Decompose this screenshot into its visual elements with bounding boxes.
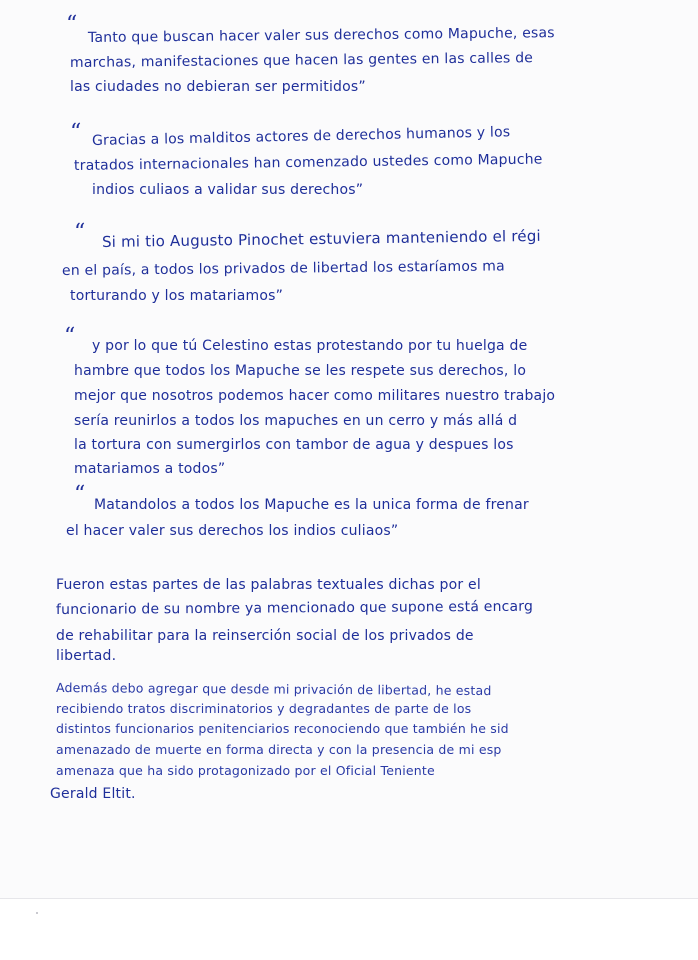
addendum-line-2: recibiendo tratos discriminatorios y degradantes de parte de los (56, 701, 472, 716)
paragraph-1-line-3: las ciudades no debieran ser permitidos” (70, 79, 366, 95)
addendum-line-3: distintos funcionarios penitenciarios reconociendo que también he sid (56, 721, 509, 736)
statement-line-2: funcionario de su nombre ya mencionado que supone está encarg (55, 598, 534, 618)
scan-speck (36, 912, 38, 914)
addendum-line-5: amenaza que ha sido protagonizado por el Oficial Teniente (56, 763, 435, 778)
paragraph-3-line-2: en el país, a todos los privados de libertad los estaríamos ma (61, 258, 505, 279)
addendum-line-1: Además debo agregar que desde mi privación de libertad, he estad (55, 680, 492, 699)
paragraph-3-line-3: torturando y los matariamos” (70, 288, 284, 304)
opening-quote-mark: “ (74, 220, 86, 245)
opening-quote-mark: “ (70, 120, 82, 145)
statement-line-3: de rehabilitar para la reinserción social de los privados de (56, 628, 474, 644)
paragraph-4-line-6: matariamos a todos” (74, 461, 226, 477)
opening-quote-mark: “ (66, 12, 78, 37)
opening-quote-mark: “ (74, 482, 86, 507)
paragraph-4-line-1: y por lo que tú Celestino estas protestando por tu huelga de (92, 338, 528, 354)
paragraph-4-line-3: mejor que nosotros podemos hacer como militares nuestro trabajo (74, 388, 556, 404)
paragraph-1-line-2: marchas, manifestaciones que hacen las gentes en las calles de (69, 50, 534, 71)
statement-line-4: libertad. (56, 648, 117, 664)
paragraph-5-line-2: el hacer valer sus derechos los indios culiaos” (66, 523, 399, 539)
paragraph-2-line-3: indios culiaos a validar sus derechos” (92, 182, 364, 198)
statement-line-1: Fueron estas partes de las palabras textuales dichas por el (56, 577, 481, 593)
opening-quote-mark: “ (64, 324, 76, 349)
paragraph-2-line-1: Gracias a los malditos actores de derechos humanos y los (91, 124, 511, 149)
paragraph-1-line-1: Tanto que buscan hacer valer sus derechos como Mapuche, esas (87, 25, 555, 46)
page-background-strip (0, 899, 698, 960)
paragraph-4-line-2: hambre que todos los Mapuche se les respete sus derechos, lo (74, 363, 527, 379)
addendum-line-4: amenazado de muerte en forma directa y con la presencia de mi esp (56, 742, 502, 757)
addendum-line-6: Gerald Eltit. (50, 786, 136, 802)
paragraph-4-line-4: sería reunirlos a todos los mapuches en un cerro y más allá d (74, 413, 518, 429)
paragraph-2-line-2: tratados internacionales han comenzado ustedes como Mapuche (73, 151, 543, 174)
paragraph-3-line-1: Si mi tio Augusto Pinochet estuviera manteniendo el régi (101, 226, 541, 251)
paragraph-4-line-5: la tortura con sumergirlos con tambor de agua y despues los (74, 437, 514, 453)
paragraph-5-line-1: Matandolos a todos los Mapuche es la unica forma de frenar (94, 497, 529, 513)
